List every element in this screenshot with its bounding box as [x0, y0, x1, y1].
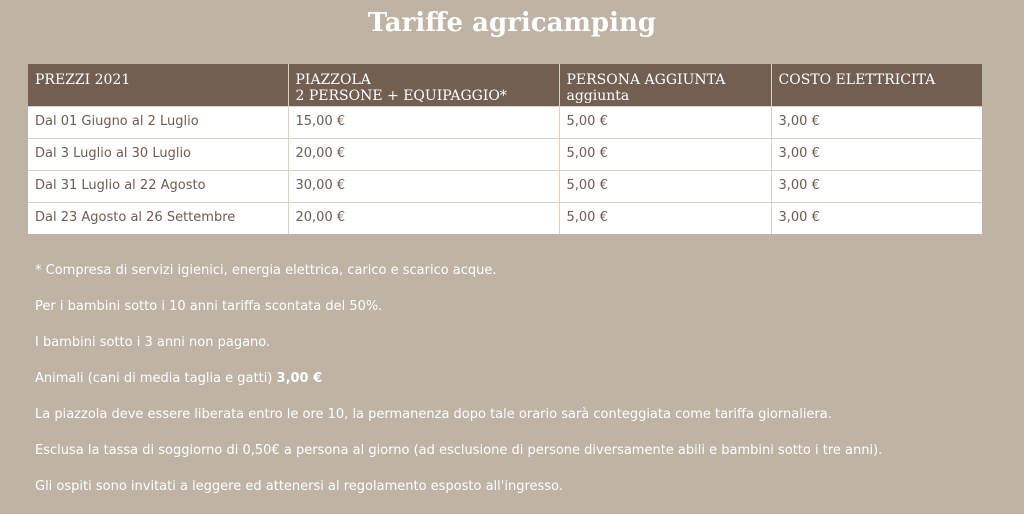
header-sublabel: 2 PERSONE + EQUIPAGGIO*	[295, 88, 507, 104]
piazzola-price-cell: 30,00 €	[288, 170, 559, 202]
page-title: Tariffe agricamping	[367, 8, 657, 38]
notes-section	[35, 262, 995, 514]
period-cell: Dal 23 Agosto al 26 Settembre	[28, 202, 288, 234]
header-label: COSTO ELETTRICITA	[778, 72, 936, 88]
price-table	[28, 64, 982, 234]
header-persona-aggiunta	[559, 64, 771, 106]
piazzola-price-cell: 20,00 €	[288, 202, 559, 234]
note-animals-text: Animali (cani di media taglia e gatti)	[35, 371, 273, 386]
note-children-free: I bambini sotto i 3 anni non pagano.	[35, 335, 271, 350]
piazzola-price-cell: 20,00 €	[288, 138, 559, 170]
note-animals-price: 3,00 €	[276, 371, 323, 386]
period-cell: Dal 31 Luglio al 22 Agosto	[28, 170, 288, 202]
electricity-price-cell: 3,00 €	[771, 138, 982, 170]
header-prezzi	[28, 64, 288, 106]
period-cell: Dal 3 Luglio al 30 Luglio	[28, 138, 288, 170]
table-row	[28, 202, 982, 234]
piazzola-price-cell: 15,00 €	[288, 106, 559, 138]
note-checkout: La piazzola deve essere liberata entro le ore 10, la permanenza dopo tale orario sarà conteggiata come tariffa giornaliera.	[35, 407, 832, 422]
electricity-price-cell: 3,00 €	[771, 170, 982, 202]
electricity-price-cell: 3,00 €	[771, 202, 982, 234]
note-rules: Gli ospiti sono invitati a leggere ed attenersi al regolamento esposto all'ingresso.	[35, 479, 563, 494]
note-tourist-tax: Esclusa la tassa di soggiorno di 0,50€ a persona al giorno (ad esclusione di persone diversamente abili e bambini sotto i tre anni).	[35, 443, 883, 458]
period-cell: Dal 01 Giugno al 2 Luglio	[28, 106, 288, 138]
extra-person-price-cell: 5,00 €	[559, 202, 771, 234]
header-label: PREZZI 2021	[35, 72, 131, 88]
extra-person-price-cell: 5,00 €	[559, 138, 771, 170]
header-sublabel: aggiunta	[566, 88, 630, 104]
header-label: PIAZZOLA	[295, 72, 371, 88]
note-animals	[35, 370, 995, 406]
header-label: PERSONA AGGIUNTA	[566, 72, 726, 88]
extra-person-price-cell: 5,00 €	[559, 106, 771, 138]
table-row	[28, 106, 982, 138]
header-costo-elettricita	[771, 64, 982, 106]
extra-person-price-cell: 5,00 €	[559, 170, 771, 202]
note-included-services: * Compresa di servizi igienici, energia elettrica, carico e scarico acque.	[35, 263, 497, 278]
electricity-price-cell: 3,00 €	[771, 106, 982, 138]
note-children-discount: Per i bambini sotto i 10 anni tariffa scontata del 50%.	[35, 299, 383, 314]
header-piazzola	[288, 64, 559, 106]
table-row	[28, 170, 982, 202]
table-header-row	[28, 64, 982, 106]
table-row	[28, 138, 982, 170]
